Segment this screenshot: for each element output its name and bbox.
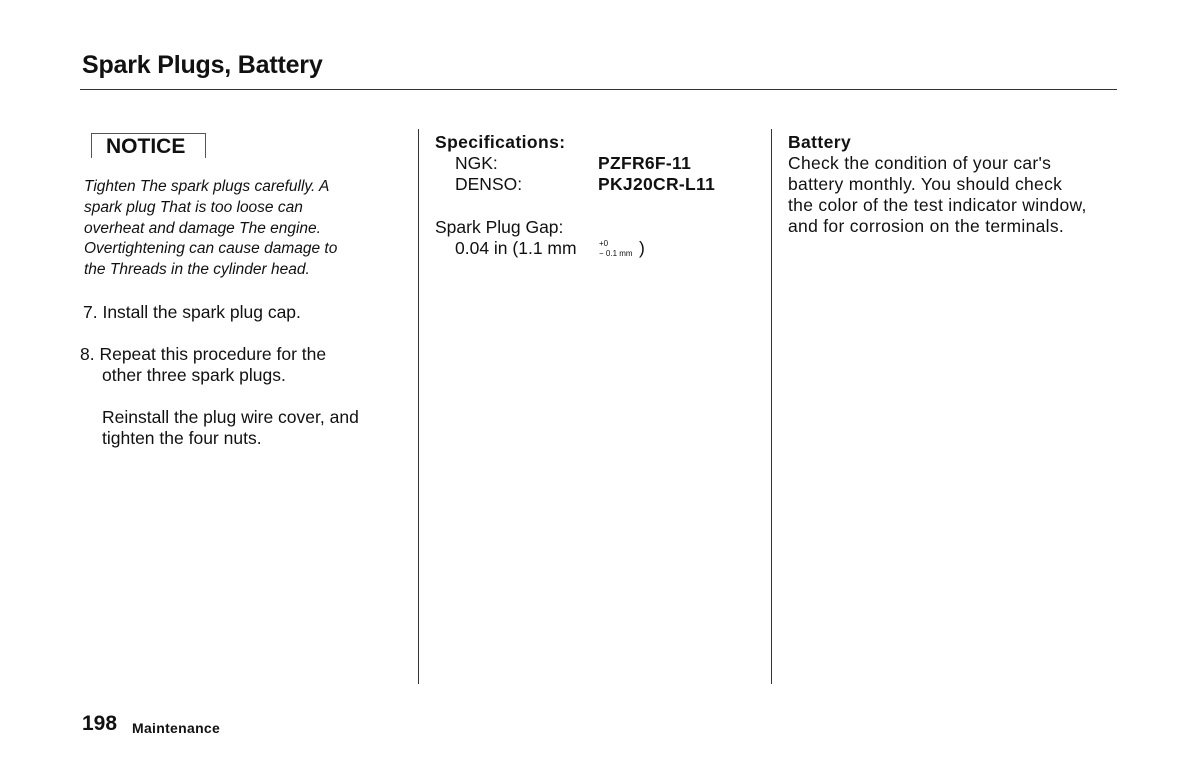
page-number: 198 [82,712,118,735]
notice-line: spark plug That is too loose can [84,198,303,216]
battery-text [788,153,1128,237]
step-7: 7. Install the spark plug cap. [83,302,301,322]
column-divider-left [418,129,419,684]
notice-label: NOTICE [106,135,186,158]
battery-line: and for corrosion on the terminals. [788,216,1065,236]
spark-plug-gap-value: 0.04 in (1.1 mm [455,238,577,258]
reinstall-line-2: tighten the four nuts. [102,428,262,448]
specifications-heading: Specifications: [435,132,566,152]
section-label: Maintenance [132,720,221,736]
notice-text [84,177,394,281]
battery-line: Check the condition of your car's [788,153,1052,173]
notice-line: the Threads in the cylinder head. [84,261,310,279]
spark-plug-gap-heading: Spark Plug Gap: [435,217,564,237]
step-8-line-1: 8. Repeat this procedure for the [80,344,327,364]
battery-line: the color of the test indicator window, [788,195,1087,215]
column-divider-right [771,129,772,684]
gap-tolerance-upper: +0 [599,239,609,248]
header-rule [80,89,1117,90]
gap-tolerance-lower: − 0.1 mm [599,249,633,258]
battery-heading: Battery [788,132,852,152]
notice-line: Overtightening can cause damage to [84,240,338,258]
battery-line: battery monthly. You should check [788,174,1063,194]
spec-brand-ngk: NGK: [455,153,498,173]
spec-part-denso: PKJ20CR-L11 [598,174,716,194]
gap-close-paren: ) [639,238,645,258]
step-8-line-2: other three spark plugs. [102,365,286,385]
page-title: Spark Plugs, Battery [82,51,323,79]
reinstall-line-1: Reinstall the plug wire cover, and [102,407,359,427]
notice-line: overheat and damage The engine. [84,219,321,237]
spec-brand-denso: DENSO: [455,174,523,194]
notice-line: Tighten The spark plugs carefully. A [84,178,330,195]
spec-part-ngk: PZFR6F-11 [598,153,692,173]
